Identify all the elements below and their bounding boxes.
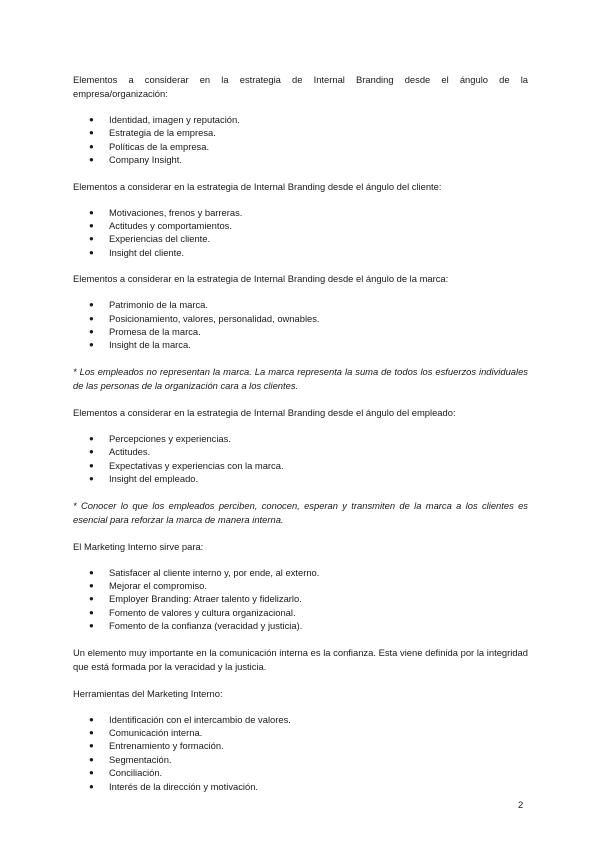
paragraph-confianza: Un elemento muy importante en la comunicación interna es la confianza. Esta viene definida por la integridad que está formada por la veracidad y la justicia. bbox=[73, 646, 528, 672]
bullet-icon: ● bbox=[89, 714, 94, 724]
bullet-icon: ● bbox=[89, 727, 94, 737]
bullet-icon: ● bbox=[89, 768, 94, 778]
section-heading-herramientas: Herramientas del Marketing Interno: bbox=[73, 687, 223, 699]
list-item: ● Company Insight. bbox=[89, 154, 182, 166]
list-item: ● Políticas de la empresa. bbox=[89, 140, 210, 152]
list-item: ● Segmentación. bbox=[89, 753, 172, 765]
list-item: ● Motivaciones, frenos y barreras. bbox=[89, 206, 243, 218]
bullet-icon: ● bbox=[89, 594, 94, 604]
bullet-icon: ● bbox=[89, 474, 94, 484]
bullet-icon: ● bbox=[89, 327, 94, 337]
section-heading-empresa: Elementos a considerar en la estrategia de Internal Branding desde el ángulo de la empresa/organización: bbox=[73, 74, 528, 99]
bullet-icon: ● bbox=[89, 754, 94, 764]
bullet-icon: ● bbox=[89, 221, 94, 231]
bullet-icon: ● bbox=[89, 155, 94, 165]
bullet-icon: ● bbox=[89, 115, 94, 124]
list-item: ● Comunicación interna. bbox=[89, 726, 203, 738]
list-item: ● Estrategia de la empresa. bbox=[89, 127, 216, 139]
bullet-icon: ● bbox=[89, 300, 94, 310]
list-marca bbox=[73, 298, 528, 352]
list-item: ● Actitudes y comportamientos. bbox=[89, 220, 232, 232]
list-item: ● Employer Branding: Atraer talento y fidelizarlo. bbox=[89, 593, 302, 605]
bullet-icon: ● bbox=[89, 433, 94, 443]
bullet-icon: ● bbox=[89, 580, 94, 590]
list-item: ● Insight de la marca. bbox=[89, 339, 191, 351]
bullet-icon: ● bbox=[89, 607, 94, 617]
bullet-icon: ● bbox=[89, 621, 94, 631]
note-marca: * Los empleados no representan la marca. La marca representa la suma de todos los esfuerzos individuales de las personas de la organización cara a los clientes. bbox=[73, 365, 528, 391]
section-heading-marketing: El Marketing Interno sirve para: bbox=[73, 540, 204, 552]
section-heading-empleado: Elementos a considerar en la estrategia de Internal Branding desde el ángulo del empleado: bbox=[73, 406, 456, 418]
list-item: ● Satisfacer al cliente interno y, por ende, al externo. bbox=[89, 566, 320, 578]
list-item: ● Actitudes. bbox=[89, 446, 151, 458]
list-item: ● Fomento de la confianza (veracidad y justicia). bbox=[89, 620, 303, 632]
list-item: ● Interés de la dirección y motivación. bbox=[89, 780, 259, 792]
section-heading-marca: Elementos a considerar en la estrategia de Internal Branding desde el ángulo de la marca: bbox=[73, 273, 449, 285]
list-item: ● Identidad, imagen y reputación. bbox=[89, 114, 240, 125]
list-item: ● Conciliación. bbox=[89, 767, 163, 779]
list-item: ● Insight del cliente. bbox=[89, 246, 185, 258]
bullet-icon: ● bbox=[89, 567, 94, 577]
bullet-icon: ● bbox=[89, 247, 94, 257]
list-empleado bbox=[73, 432, 528, 486]
list-item: ● Patrimonio de la marca. bbox=[89, 299, 209, 311]
page-number: 2 bbox=[518, 799, 524, 810]
bullet-icon: ● bbox=[89, 207, 94, 217]
bullet-icon: ● bbox=[89, 313, 94, 323]
list-item: ● Fomento de valores y cultura organizacional. bbox=[89, 606, 296, 618]
list-item: ● Insight del empleado. bbox=[89, 473, 199, 485]
list-cliente bbox=[73, 206, 528, 260]
bullet-icon: ● bbox=[89, 781, 94, 791]
bullet-icon: ● bbox=[89, 141, 94, 151]
document-page bbox=[73, 73, 528, 793]
note-empleado: * Conocer lo que los empleados perciben, conocen, esperan y transmiten de la marca a los clientes es esencial para reforzar la marca de manera interna. bbox=[73, 499, 528, 525]
list-item: ● Posicionamiento, valores, personalidad, ownables. bbox=[89, 312, 320, 324]
bullet-icon: ● bbox=[89, 128, 94, 138]
list-item: ● Promesa de la marca. bbox=[89, 326, 201, 338]
section-heading-cliente: Elementos a considerar en la estrategia de Internal Branding desde el ángulo del cliente: bbox=[73, 180, 442, 192]
bullet-icon: ● bbox=[89, 340, 94, 350]
list-herramientas bbox=[73, 713, 528, 793]
bullet-icon: ● bbox=[89, 234, 94, 244]
list-item: ● Mejorar el compromiso. bbox=[89, 579, 207, 591]
list-item: ● Expectativas y experiencias con la marca. bbox=[89, 459, 284, 471]
bullet-icon: ● bbox=[89, 460, 94, 470]
bullet-icon: ● bbox=[89, 741, 94, 751]
list-item: ● Entrenamiento y formación. bbox=[89, 740, 224, 752]
list-item: ● Percepciones y experiencias. bbox=[89, 432, 231, 444]
list-item: ● Identificación con el intercambio de valores. bbox=[89, 713, 291, 725]
list-item: ● Experiencias del cliente. bbox=[89, 233, 211, 245]
list-empresa bbox=[73, 113, 528, 167]
bullet-icon: ● bbox=[89, 447, 94, 457]
list-marketing bbox=[73, 566, 528, 633]
